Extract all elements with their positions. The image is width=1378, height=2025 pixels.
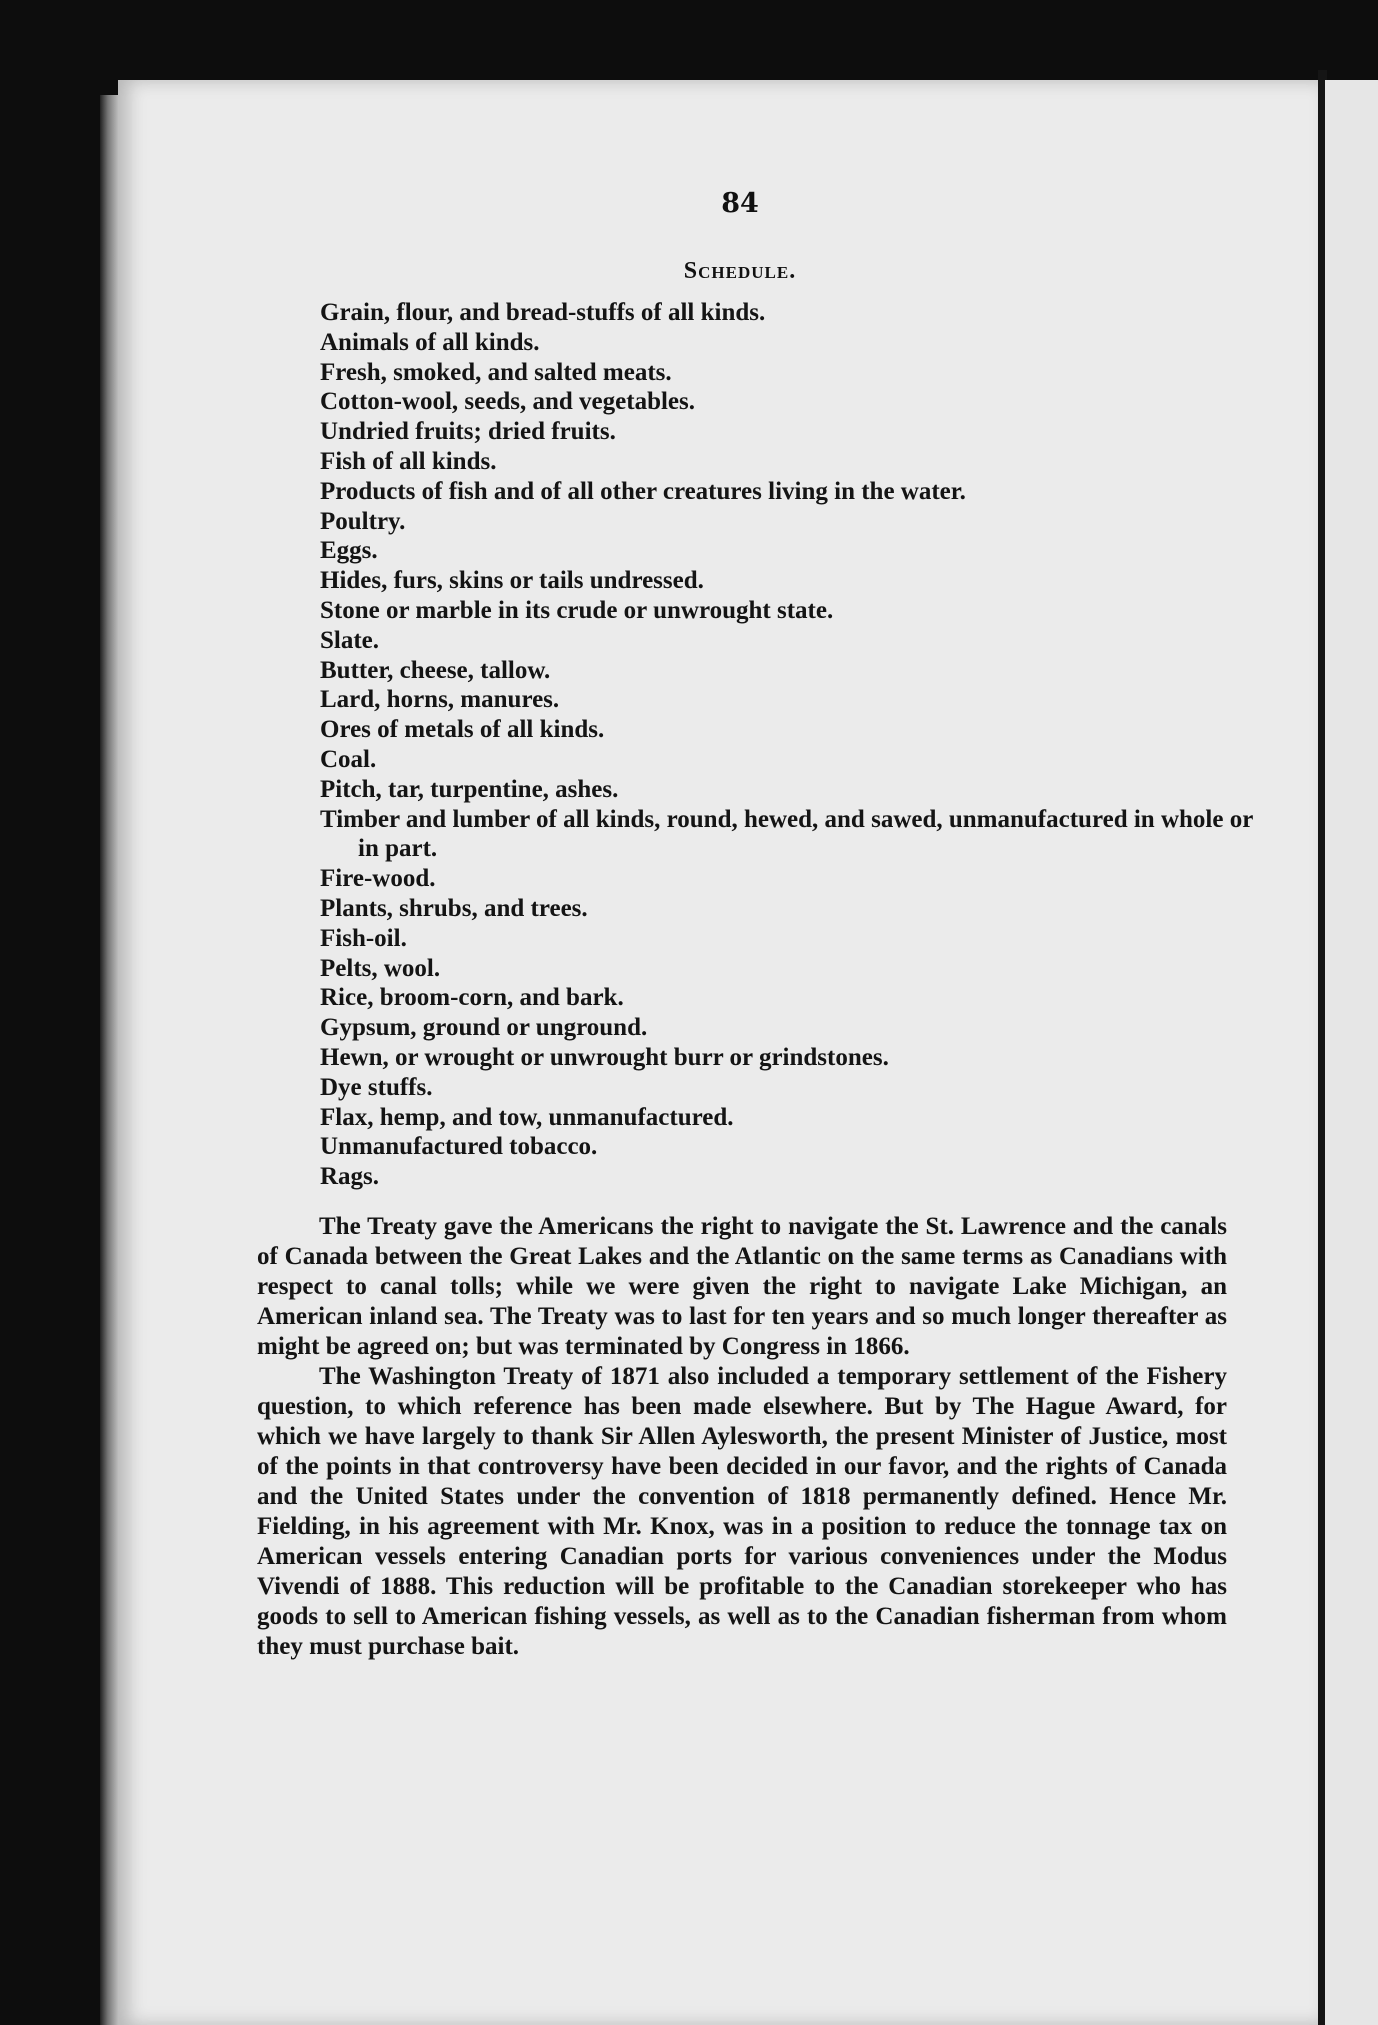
schedule-item: Gypsum, ground or unground. — [320, 1014, 648, 1042]
schedule-item: Fish of all kinds. — [320, 447, 497, 475]
schedule-item: Pelts, wool. — [320, 954, 441, 982]
schedule-item: Plants, shrubs, and trees. — [320, 894, 588, 922]
schedule-item: Rags. — [320, 1163, 380, 1191]
schedule-item: Fire-wood. — [320, 865, 436, 893]
schedule-item: Fish-oil. — [320, 924, 407, 952]
schedule-item: Timber and lumber of all kinds, round, hewed, and sawed, unmanufactured in whole or in part. — [320, 805, 1253, 863]
schedule-item: Poultry. — [320, 507, 406, 535]
page-number: 84 — [721, 188, 759, 219]
schedule-item: Coal. — [320, 745, 377, 773]
schedule-item: Eggs. — [320, 537, 378, 565]
schedule-item: Products of fish and of all other creatures living in the water. — [320, 477, 966, 505]
schedule-item: Hewn, or wrought or unwrought burr or grindstones. — [320, 1043, 889, 1071]
schedule-item: Hides, furs, skins or tails undressed. — [320, 567, 704, 595]
schedule-list — [320, 298, 1260, 1192]
schedule-item: Slate. — [320, 626, 380, 654]
schedule-item: Fresh, smoked, and salted meats. — [320, 358, 672, 386]
schedule-item: Flax, hemp, and tow, unmanufactured. — [320, 1103, 734, 1131]
schedule-item: Unmanufactured tobacco. — [320, 1133, 598, 1161]
schedule-item: Stone or marble in its crude or unwrought state. — [320, 596, 834, 624]
body-text — [257, 1212, 1227, 1662]
schedule-item: Undried fruits; dried fruits. — [320, 418, 616, 446]
schedule-item: Animals of all kinds. — [320, 328, 540, 356]
schedule-item: Dye stuffs. — [320, 1073, 433, 1101]
schedule-item: Lard, horns, manures. — [320, 686, 560, 714]
schedule-item: Butter, cheese, tallow. — [320, 656, 551, 684]
paragraph: The Washington Treaty of 1871 also included a temporary settlement of the Fishery question, to which reference has been made elsewhere. But by The Hague Award, for which we have largely to thank Sir Allen Aylesworth, the present Minister of Justice, most of the points in that controversy have been decided in our favor, and the rights of Canada and the United States under the convention of 1818 permanently defined. Hence Mr. Fielding, in his agreement with Mr. Knox, was in a position to reduce the tonnage tax on American vessels entering Canadian ports for various conveniences under the Modus Vivendi of 1888. This reduction will be profitable to the Canadian storekeeper who has goods to sell to American fishing vessels, as well as to the Canadian fisherman from whom they must purchase bait. — [257, 1363, 1227, 1660]
schedule-item: Rice, broom-corn, and bark. — [320, 984, 624, 1012]
schedule-item: Ores of metals of all kinds. — [320, 716, 605, 744]
paragraph: The Treaty gave the Americans the right to navigate the St. Lawrence and the canals of Canada between the Great Lakes and the Atlantic on the same terms as Canadians with respect to canal tolls; while we were given the right to navigate Lake Michigan, an American inland sea. The Treaty was to last for ten years and so much longer thereafter as might be agreed on; but was terminated by Congress in 1866. — [257, 1213, 1227, 1360]
schedule-item: Grain, flour, and bread-stuffs of all kinds. — [320, 299, 766, 326]
schedule-heading: Schedule. — [683, 258, 797, 284]
schedule-item: Pitch, tar, turpentine, ashes. — [320, 775, 619, 803]
schedule-item: Cotton-wool, seeds, and vegetables. — [320, 388, 695, 416]
page-edge-shadow — [100, 95, 120, 2025]
facing-page-edge — [1325, 80, 1378, 2025]
